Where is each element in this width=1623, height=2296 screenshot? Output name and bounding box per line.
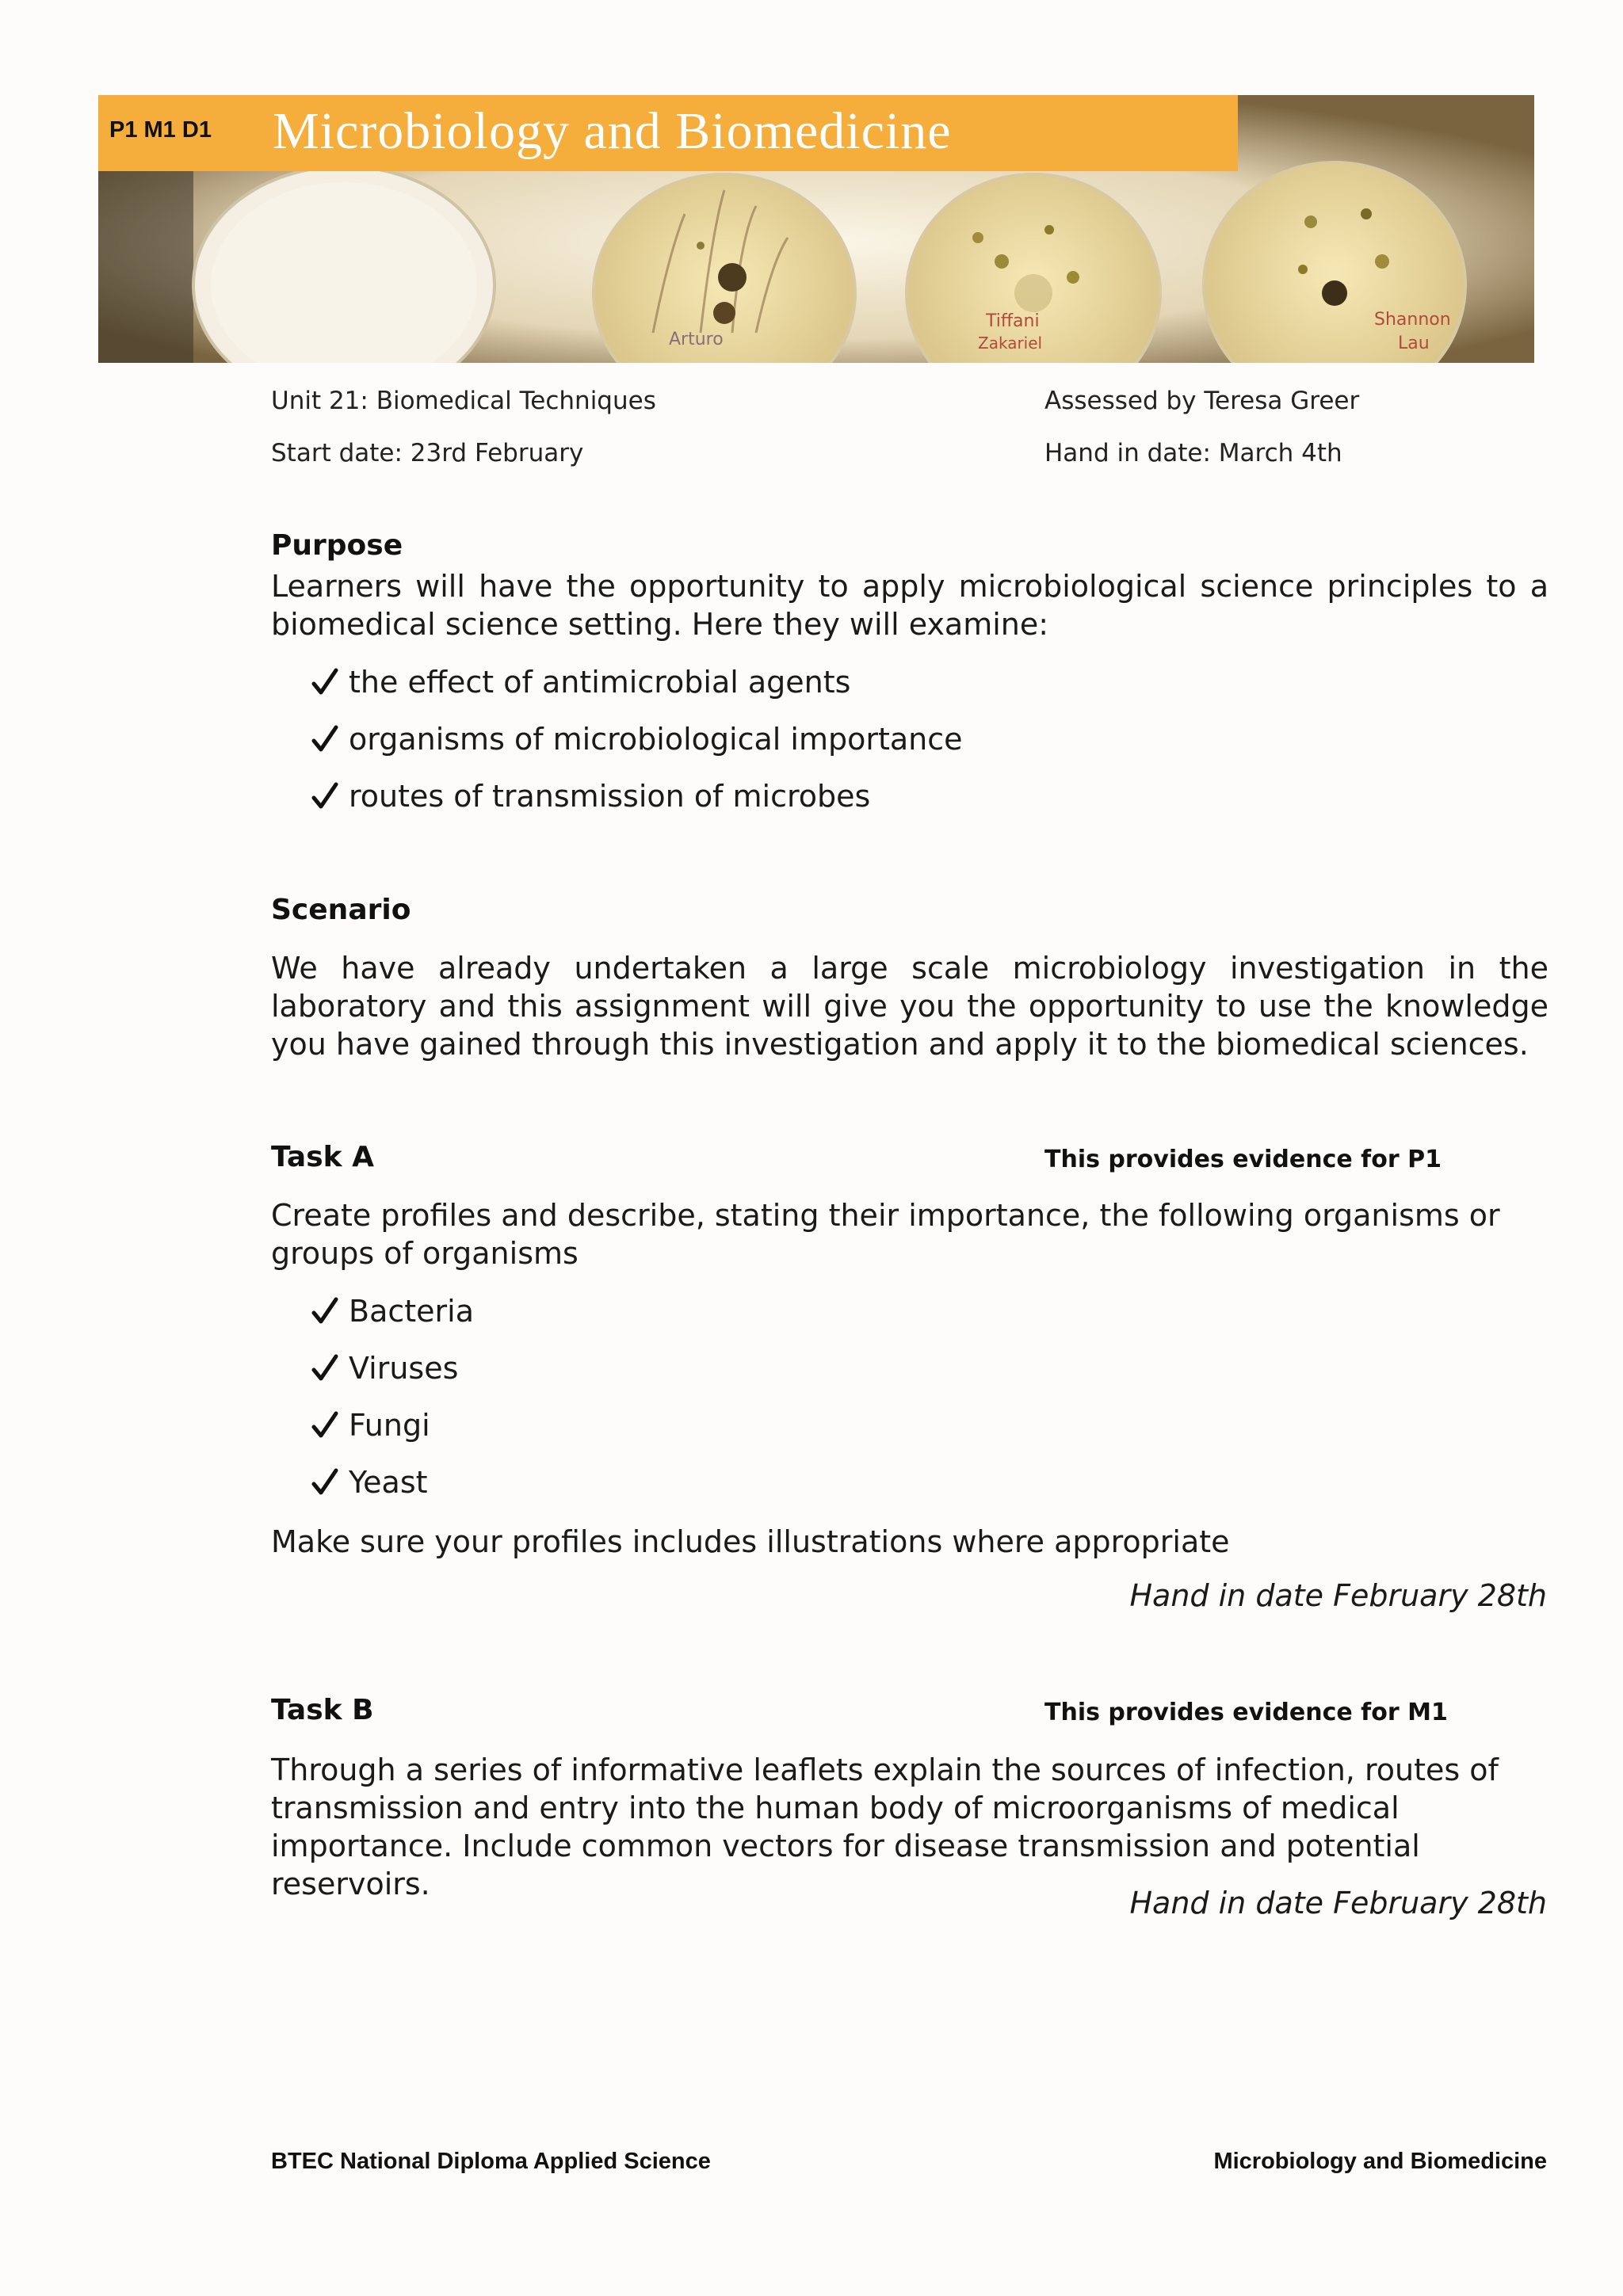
task-b-text: Through a series of informative leaflets explain the sources of infection, routes of transmission and entry into the human body of microorganisms of medical importance. Include common vectors for disease transmission and potential reservoirs. <box>271 1753 1499 1901</box>
check-icon <box>311 780 339 812</box>
list-item <box>311 776 870 816</box>
criteria-codes: P1 M1 D1 <box>109 117 212 143</box>
task-b-heading: Task B <box>271 1694 374 1726</box>
unit-label: Unit 21: Biomedical Techniques <box>271 387 656 415</box>
plate-label: Shannon <box>1374 310 1451 330</box>
footer-right: Microbiology and Biomedicine <box>1213 2149 1547 2174</box>
task-a-evidence: This provides evidence for P1 <box>1044 1146 1442 1173</box>
list-item <box>311 1463 428 1502</box>
task-a-note: Make sure your profiles includes illustrations where appropriate <box>271 1524 1230 1559</box>
list-item <box>311 719 963 759</box>
scenario-heading: Scenario <box>271 894 411 926</box>
header-banner <box>98 95 1534 363</box>
check-icon <box>311 666 339 698</box>
check-icon <box>311 1466 339 1498</box>
hand-in-date: Hand in date: March 4th <box>1044 439 1342 467</box>
purpose-text: Learners will have the opportunity to apply microbiological science principles to a biomedical science setting. Here they will examine: <box>271 569 1549 642</box>
plate-label: Tiffani <box>986 311 1040 331</box>
task-a-intro: Create profiles and describe, stating their importance, the following organisms or groups of organisms <box>271 1198 1500 1271</box>
check-icon <box>311 1409 339 1441</box>
list-item <box>311 1291 474 1331</box>
organism-item: Yeast <box>349 1465 428 1500</box>
purpose-item: routes of transmission of microbes <box>349 779 871 814</box>
title-bar <box>98 95 1238 171</box>
task-a-hand-in: Hand in date February 28th <box>1129 1578 1547 1613</box>
plate-label: Arturo <box>669 330 724 349</box>
check-icon <box>311 1295 339 1327</box>
task-b-evidence: This provides evidence for M1 <box>1044 1699 1448 1726</box>
purpose-heading: Purpose <box>271 529 403 562</box>
list-item <box>311 1348 458 1388</box>
list-item <box>311 1405 430 1445</box>
task-a-heading: Task A <box>271 1141 374 1173</box>
assessor-label: Assessed by Teresa Greer <box>1044 387 1360 415</box>
list-item <box>311 662 850 702</box>
start-date: Start date: 23rd February <box>271 439 584 467</box>
page-title: Microbiology and Biomedicine <box>273 102 952 160</box>
plate-label: Zakariel <box>978 334 1043 353</box>
organism-item: Fungi <box>349 1408 430 1443</box>
organism-item: Viruses <box>349 1351 459 1386</box>
organism-item: Bacteria <box>349 1294 474 1329</box>
check-icon <box>311 723 339 755</box>
purpose-item: organisms of microbiological importance <box>349 722 963 757</box>
check-icon <box>311 1352 339 1384</box>
plate-label: Lau <box>1398 334 1430 353</box>
task-b-hand-in: Hand in date February 28th <box>1129 1886 1547 1920</box>
purpose-item: the effect of antimicrobial agents <box>349 665 851 700</box>
footer-left: BTEC National Diploma Applied Science <box>271 2149 711 2174</box>
scenario-text: We have already undertaken a large scale microbiology investigation in the laboratory and this assignment will give you the opportunity to use the knowledge you have gained through this investigation and apply it to the biomedical sciences. <box>271 951 1549 1062</box>
